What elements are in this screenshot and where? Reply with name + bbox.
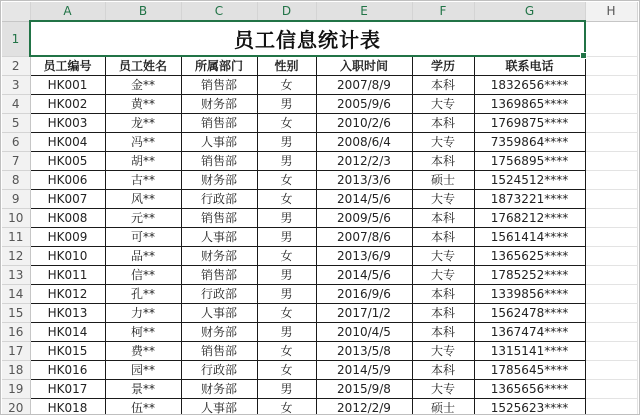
data-cell[interactable]: 2005/9/6 xyxy=(316,94,412,113)
data-cell[interactable]: 硕士 xyxy=(412,398,474,415)
data-cell[interactable]: 2014/5/6 xyxy=(316,265,412,284)
data-cell[interactable]: 2010/4/5 xyxy=(316,322,412,341)
data-cell[interactable]: 黄** xyxy=(105,94,181,113)
data-cell[interactable]: 1525623**** xyxy=(474,398,585,415)
data-cell[interactable]: 1369865**** xyxy=(474,94,585,113)
data-cell[interactable]: HK010 xyxy=(30,246,105,265)
empty-cell[interactable] xyxy=(585,284,637,303)
row-header[interactable]: 11 xyxy=(2,227,30,246)
column-header-h[interactable]: H xyxy=(585,2,637,21)
data-cell[interactable]: 人事部 xyxy=(181,132,257,151)
data-cell[interactable]: HK007 xyxy=(30,189,105,208)
data-cell[interactable]: 7359864**** xyxy=(474,132,585,151)
header-cell[interactable]: 员工姓名 xyxy=(105,56,181,75)
row-header[interactable]: 14 xyxy=(2,284,30,303)
empty-cell[interactable] xyxy=(585,113,637,132)
data-cell[interactable]: 2017/1/2 xyxy=(316,303,412,322)
data-cell[interactable]: 人事部 xyxy=(181,227,257,246)
table-row xyxy=(2,208,637,227)
column-header-b[interactable]: B xyxy=(105,2,181,21)
data-cell[interactable]: 1524512**** xyxy=(474,170,585,189)
row-header[interactable]: 7 xyxy=(2,151,30,170)
data-cell[interactable]: 本科 xyxy=(412,360,474,379)
row-header[interactable]: 5 xyxy=(2,113,30,132)
data-cell[interactable]: 2015/9/8 xyxy=(316,379,412,398)
data-cell[interactable]: 硕士 xyxy=(412,170,474,189)
data-cell[interactable]: 2010/2/6 xyxy=(316,113,412,132)
empty-cell[interactable] xyxy=(585,227,637,246)
empty-cell[interactable] xyxy=(585,170,637,189)
header-cell[interactable]: 性别 xyxy=(257,56,316,75)
data-cell[interactable]: HK013 xyxy=(30,303,105,322)
data-cell[interactable]: 行政部 xyxy=(181,284,257,303)
data-cell[interactable]: 伍** xyxy=(105,398,181,415)
column-header-e[interactable]: E xyxy=(316,2,412,21)
row-header[interactable]: 17 xyxy=(2,341,30,360)
header-cell[interactable]: 联系电话 xyxy=(474,56,585,75)
data-cell[interactable]: 财务部 xyxy=(181,246,257,265)
data-cell[interactable]: 女 xyxy=(257,303,316,322)
table-row xyxy=(2,341,637,360)
data-cell[interactable]: 1315141**** xyxy=(474,341,585,360)
data-cell[interactable]: HK017 xyxy=(30,379,105,398)
row-header[interactable]: 9 xyxy=(2,189,30,208)
empty-cell[interactable] xyxy=(585,341,637,360)
data-cell[interactable]: 1873221**** xyxy=(474,189,585,208)
data-cell[interactable]: 女 xyxy=(257,75,316,94)
data-cell[interactable]: 男 xyxy=(257,265,316,284)
data-cell[interactable]: 2009/5/6 xyxy=(316,208,412,227)
fill-handle[interactable] xyxy=(580,52,587,59)
data-cell[interactable]: 2007/8/6 xyxy=(316,227,412,246)
data-cell[interactable]: 2012/2/3 xyxy=(316,151,412,170)
data-cell[interactable]: HK002 xyxy=(30,94,105,113)
data-cell[interactable]: 行政部 xyxy=(181,360,257,379)
data-cell[interactable]: HK001 xyxy=(30,75,105,94)
empty-cell[interactable] xyxy=(585,303,637,322)
data-cell[interactable]: 本科 xyxy=(412,151,474,170)
row-header-2[interactable]: 2 xyxy=(2,56,30,75)
table-row xyxy=(2,246,637,265)
data-cell[interactable]: HK003 xyxy=(30,113,105,132)
data-cell[interactable]: 2013/3/6 xyxy=(316,170,412,189)
data-cell[interactable]: 1562478**** xyxy=(474,303,585,322)
column-header-c[interactable]: C xyxy=(181,2,257,21)
empty-cell[interactable] xyxy=(585,151,637,170)
data-cell[interactable]: 本科 xyxy=(412,227,474,246)
table-row xyxy=(2,75,637,94)
empty-cell[interactable] xyxy=(585,379,637,398)
table-row xyxy=(2,322,637,341)
data-cell[interactable]: 2014/5/9 xyxy=(316,360,412,379)
data-cell[interactable]: 信** xyxy=(105,265,181,284)
data-cell[interactable]: HK006 xyxy=(30,170,105,189)
data-cell[interactable]: 女 xyxy=(257,246,316,265)
sheet-row-2 xyxy=(2,56,637,75)
data-cell[interactable]: 1785645**** xyxy=(474,360,585,379)
data-cell[interactable]: 1365625**** xyxy=(474,246,585,265)
table-row xyxy=(2,227,637,246)
row-header[interactable]: 16 xyxy=(2,322,30,341)
header-cell[interactable]: 入职时间 xyxy=(316,56,412,75)
data-cell[interactable]: HK005 xyxy=(30,151,105,170)
data-cell[interactable]: 销售部 xyxy=(181,265,257,284)
empty-cell[interactable] xyxy=(585,398,637,415)
data-cell[interactable]: 柯** xyxy=(105,322,181,341)
data-cell[interactable]: HK016 xyxy=(30,360,105,379)
empty-cell[interactable] xyxy=(585,189,637,208)
row-header-1[interactable]: 1 xyxy=(2,21,30,56)
data-cell[interactable]: 人事部 xyxy=(181,303,257,322)
empty-cell[interactable] xyxy=(585,94,637,113)
table-row xyxy=(2,189,637,208)
row-header[interactable]: 20 xyxy=(2,398,30,415)
column-header-row xyxy=(2,2,637,21)
data-cell[interactable]: 费** xyxy=(105,341,181,360)
data-cell[interactable]: 财务部 xyxy=(181,379,257,398)
data-cell[interactable]: 本科 xyxy=(412,113,474,132)
data-cell[interactable]: 男 xyxy=(257,208,316,227)
sheet-row-1 xyxy=(2,21,637,56)
data-cell[interactable]: 销售部 xyxy=(181,341,257,360)
data-cell[interactable]: 财务部 xyxy=(181,94,257,113)
table-row xyxy=(2,398,637,415)
row-header[interactable]: 4 xyxy=(2,94,30,113)
data-cell[interactable]: HK014 xyxy=(30,322,105,341)
table-row xyxy=(2,284,637,303)
data-cell[interactable]: 男 xyxy=(257,227,316,246)
data-cell[interactable]: 财务部 xyxy=(181,170,257,189)
data-cell[interactable]: 胡** xyxy=(105,151,181,170)
data-cell[interactable]: 女 xyxy=(257,189,316,208)
empty-cell[interactable] xyxy=(585,246,637,265)
data-cell[interactable]: 本科 xyxy=(412,208,474,227)
column-header-d[interactable]: D xyxy=(257,2,316,21)
data-cell[interactable]: 2013/5/8 xyxy=(316,341,412,360)
row-header[interactable]: 19 xyxy=(2,379,30,398)
row-header[interactable]: 12 xyxy=(2,246,30,265)
empty-cell[interactable] xyxy=(585,56,637,75)
empty-cell[interactable] xyxy=(585,132,637,151)
data-cell[interactable]: 销售部 xyxy=(181,113,257,132)
data-cell[interactable]: 1785252**** xyxy=(474,265,585,284)
table-row xyxy=(2,113,637,132)
data-cell[interactable]: 2007/8/9 xyxy=(316,75,412,94)
data-cell[interactable]: 女 xyxy=(257,341,316,360)
data-cell[interactable]: HK018 xyxy=(30,398,105,415)
data-cell[interactable]: 销售部 xyxy=(181,75,257,94)
header-cell[interactable]: 学历 xyxy=(412,56,474,75)
column-header-f[interactable]: F xyxy=(412,2,474,21)
header-cell[interactable]: 员工编号 xyxy=(30,56,105,75)
data-cell[interactable]: 男 xyxy=(257,284,316,303)
column-header-g[interactable]: G xyxy=(474,2,585,21)
header-cell[interactable]: 所属部门 xyxy=(181,56,257,75)
data-cell[interactable]: 1561414**** xyxy=(474,227,585,246)
data-cell[interactable]: 2013/6/9 xyxy=(316,246,412,265)
data-cell[interactable]: 1367474**** xyxy=(474,322,585,341)
data-cell[interactable]: 冯** xyxy=(105,132,181,151)
data-cell[interactable]: 大专 xyxy=(412,341,474,360)
data-cell[interactable]: 1365656**** xyxy=(474,379,585,398)
data-cell[interactable]: 1769875**** xyxy=(474,113,585,132)
data-cell[interactable]: 1832656**** xyxy=(474,75,585,94)
data-cell[interactable]: 本科 xyxy=(412,303,474,322)
data-cell[interactable]: 女 xyxy=(257,170,316,189)
data-cell[interactable]: 大专 xyxy=(412,246,474,265)
data-cell[interactable]: 大专 xyxy=(412,132,474,151)
row-header[interactable]: 18 xyxy=(2,360,30,379)
data-cell[interactable]: 行政部 xyxy=(181,189,257,208)
empty-cell[interactable] xyxy=(585,75,637,94)
data-cell[interactable]: 本科 xyxy=(412,75,474,94)
data-cell[interactable]: 大专 xyxy=(412,265,474,284)
row-header[interactable]: 8 xyxy=(2,170,30,189)
data-cell[interactable]: 1768212**** xyxy=(474,208,585,227)
row-header[interactable]: 10 xyxy=(2,208,30,227)
row-header[interactable]: 3 xyxy=(2,75,30,94)
data-cell[interactable]: 2014/5/6 xyxy=(316,189,412,208)
data-cell[interactable]: 2008/6/4 xyxy=(316,132,412,151)
data-cell[interactable]: 财务部 xyxy=(181,322,257,341)
data-cell[interactable]: 销售部 xyxy=(181,208,257,227)
empty-cell[interactable] xyxy=(585,265,637,284)
data-cell[interactable]: 男 xyxy=(257,151,316,170)
worksheet-grid xyxy=(2,2,638,415)
data-cell[interactable]: 园** xyxy=(105,360,181,379)
row-header[interactable]: 15 xyxy=(2,303,30,322)
empty-cell[interactable] xyxy=(585,322,637,341)
table-row xyxy=(2,151,637,170)
data-cell[interactable]: 1756895**** xyxy=(474,151,585,170)
data-cell[interactable]: 男 xyxy=(257,94,316,113)
data-cell[interactable]: 2016/9/6 xyxy=(316,284,412,303)
table-row xyxy=(2,94,637,113)
column-header-a[interactable]: A xyxy=(30,2,105,21)
data-cell[interactable]: 2012/2/9 xyxy=(316,398,412,415)
data-cell[interactable]: 男 xyxy=(257,132,316,151)
table-row xyxy=(2,265,637,284)
data-cell[interactable]: HK009 xyxy=(30,227,105,246)
table-row xyxy=(2,170,637,189)
data-cell[interactable]: HK008 xyxy=(30,208,105,227)
data-cell[interactable]: 女 xyxy=(257,113,316,132)
data-cell[interactable]: HK011 xyxy=(30,265,105,284)
data-cell[interactable]: HK015 xyxy=(30,341,105,360)
data-cell[interactable]: 金** xyxy=(105,75,181,94)
title-cell[interactable]: 员工信息统计表 xyxy=(30,21,585,56)
data-cell[interactable]: 孔** xyxy=(105,284,181,303)
data-cell[interactable]: 风** xyxy=(105,189,181,208)
data-cell[interactable]: 男 xyxy=(257,322,316,341)
data-cell[interactable]: 大专 xyxy=(412,94,474,113)
table-row xyxy=(2,379,637,398)
table-row xyxy=(2,303,637,322)
data-cell[interactable]: HK004 xyxy=(30,132,105,151)
data-cell[interactable]: 1339856**** xyxy=(474,284,585,303)
row-header[interactable]: 6 xyxy=(2,132,30,151)
data-cell[interactable]: 古** xyxy=(105,170,181,189)
row-header[interactable]: 13 xyxy=(2,265,30,284)
data-cell[interactable]: 可** xyxy=(105,227,181,246)
empty-cell[interactable] xyxy=(585,360,637,379)
data-cell[interactable]: 人事部 xyxy=(181,398,257,415)
data-cell[interactable]: 品** xyxy=(105,246,181,265)
data-cell[interactable]: 龙** xyxy=(105,113,181,132)
table-row xyxy=(2,132,637,151)
data-cell[interactable]: 力** xyxy=(105,303,181,322)
data-cell[interactable]: 大专 xyxy=(412,379,474,398)
data-cell[interactable]: 本科 xyxy=(412,322,474,341)
empty-cell[interactable] xyxy=(585,21,637,56)
data-cell[interactable]: 男 xyxy=(257,379,316,398)
data-cell[interactable]: HK012 xyxy=(30,284,105,303)
data-cell[interactable]: 销售部 xyxy=(181,151,257,170)
data-cell[interactable]: 元** xyxy=(105,208,181,227)
data-cell[interactable]: 景** xyxy=(105,379,181,398)
table-row xyxy=(2,360,637,379)
data-cell[interactable]: 大专 xyxy=(412,189,474,208)
select-all-corner[interactable] xyxy=(2,2,30,21)
empty-cell[interactable] xyxy=(585,208,637,227)
data-cell[interactable]: 女 xyxy=(257,360,316,379)
data-cell[interactable]: 本科 xyxy=(412,284,474,303)
data-cell[interactable]: 女 xyxy=(257,398,316,415)
